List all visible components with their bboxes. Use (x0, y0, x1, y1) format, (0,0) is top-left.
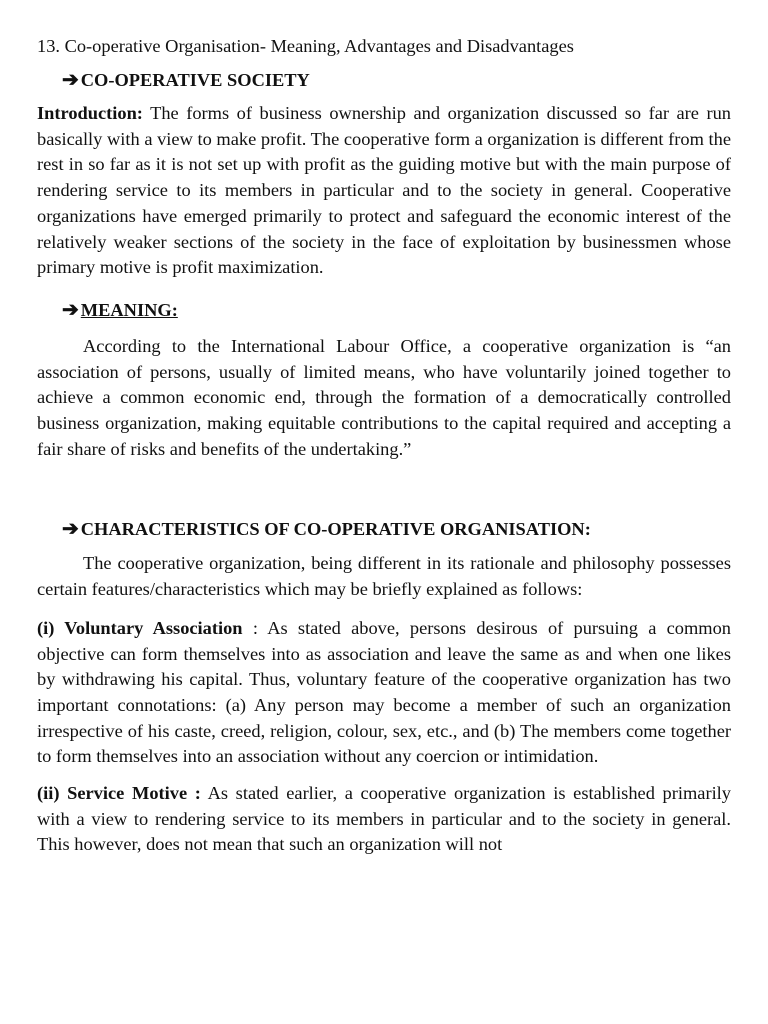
arrow-right-icon: ➔ (62, 298, 79, 321)
arrow-right-icon: ➔ (62, 69, 79, 91)
voluntary-association-text: : As stated above, persons desirous of pursuing a common objective can form themselves into as association and leave the same as and when one likes by withdrawing his capital. Thus, voluntary feature of the cooperative organization has two important connotations: (a) Any person may become a member of such an organization irrespective of his caste, creed, religion, colour, sex, etc., and (b) The members come together to form themselves into an association without any coercion or intimidation. (37, 617, 731, 767)
characteristics-intro-paragraph: The cooperative organization, being different in its rationale and philosophy possesses certain features/characteristics which may be briefly explained as follows: (37, 553, 731, 600)
introduction-paragraph (37, 101, 731, 281)
heading-characteristics (62, 518, 731, 541)
introduction-text: The forms of business ownership and organization discussed so far are run basically with a view to make profit. The cooperative form a organization is different from the rest in so far as it is not set up with profit as the guiding motive but with the main purpose of rendering service to its members in particular and to the society in general. Cooperative organizations have emerged primarily to protect and safeguard the economic interest of the relatively weaker sections of the society in the face of exploitation by businessmen whose primary motive is profit maximization. (37, 103, 731, 278)
voluntary-association-paragraph (37, 616, 731, 770)
heading-text: CHARACTERISTICS OF CO-OPERATIVE ORGANISATION: (80, 519, 591, 540)
heading-meaning (62, 299, 731, 322)
service-motive-text: As stated earlier, a cooperative organization is established primarily with a view to rendering service to its members in particular and to the society in general. This however, does not mean that such an organization will not (37, 783, 731, 855)
voluntary-association-label: (i) Voluntary Association (37, 617, 243, 638)
arrow-right-icon: ➔ (62, 518, 79, 541)
document-title: 13. Co-operative Organisation- Meaning, Advantages and Disadvantages (37, 36, 574, 56)
introduction-label: Introduction: (37, 103, 143, 123)
heading-text: CO-OPERATIVE SOCIETY (80, 70, 310, 90)
heading-text: MEANING: (80, 299, 178, 320)
heading-cooperative-society (62, 69, 731, 92)
service-motive-paragraph (37, 781, 731, 858)
service-motive-label: (ii) Service Motive : (37, 783, 201, 804)
meaning-paragraph: According to the International Labour Office, a cooperative organization is “an association of persons, usually of limited means, who have voluntarily joined together to achieve a common economic end, through the formation of a democratically controlled business organization, making equitable contributions to the capital required and accepting a fair share of risks and benefits of the undertaking.” (37, 335, 731, 459)
